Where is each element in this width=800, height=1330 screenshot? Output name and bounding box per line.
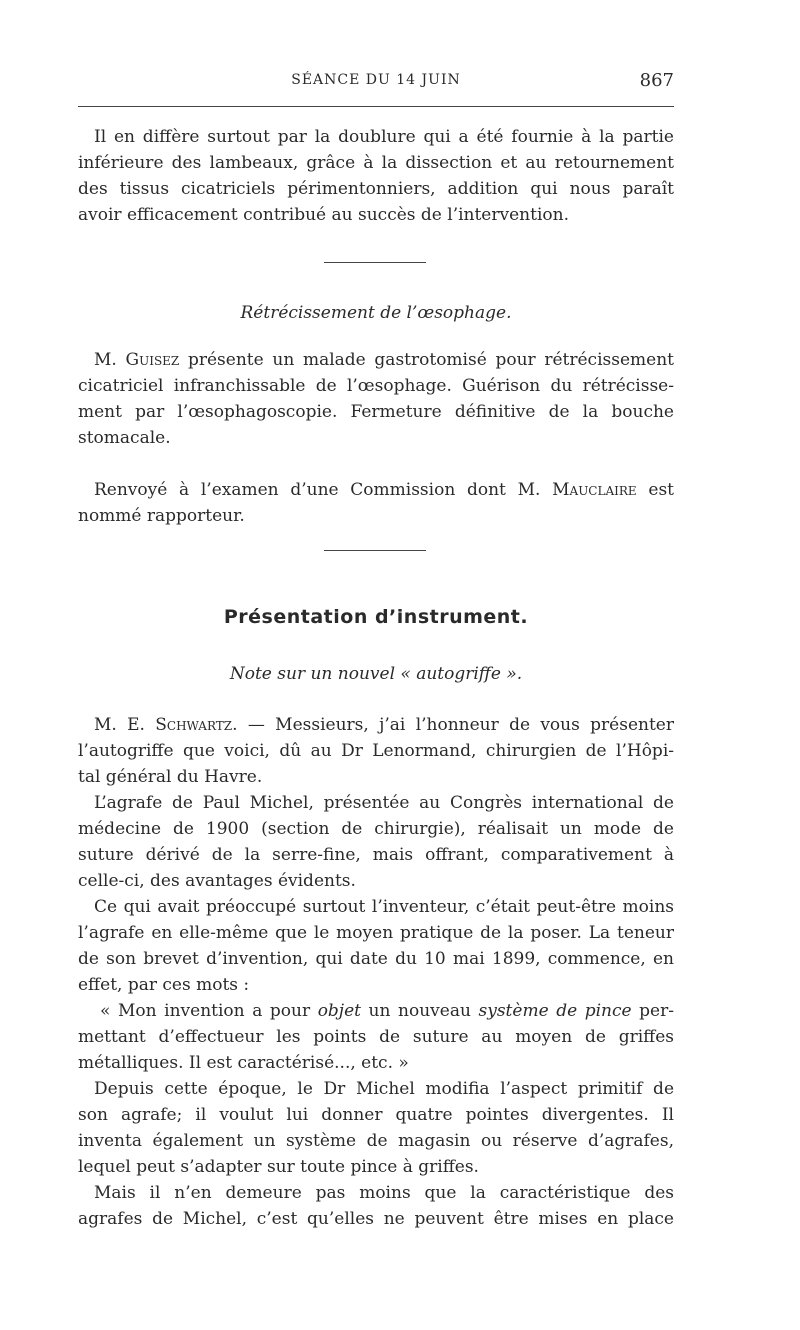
text-line: effet, par ces mots : bbox=[78, 975, 250, 995]
text-line: Mais il n’en demeure pas moins que la caractéristique des bbox=[94, 1183, 674, 1203]
text-line: avoir efficacement contribué au succès de l’intervention. bbox=[78, 205, 569, 225]
paragraph-mais bbox=[78, 1180, 674, 1232]
text-line: ment par l’œsophagoscopie. Fermeture définitive de la bouche bbox=[78, 402, 674, 422]
text-line: Depuis cette époque, le Dr Michel modifia l’aspect primitif de bbox=[94, 1079, 674, 1099]
text-line: des tissus cicatriciels périmentonniers, addition qui nous paraît bbox=[78, 179, 674, 199]
section-heading: Présentation d’instrument. bbox=[223, 606, 529, 628]
text-line: médecine de 1900 (section de chirurgie), réalisait un mode de bbox=[78, 819, 674, 839]
text-line: l’autogriffe que voici, dû au Dr Lenormand, chirurgien de l’Hôpi- bbox=[78, 741, 674, 761]
rapporteur-name: Mauclaire bbox=[552, 480, 637, 500]
text-line: M. Guisez présente un malade gastrotomisé pour rétrécissement bbox=[94, 350, 674, 370]
header-rule bbox=[78, 106, 674, 107]
text-line: L’agrafe de Paul Michel, présentée au Congrès international de bbox=[94, 793, 674, 813]
text-line: Renvoyé à l’examen d’une Commission dont M. Mauclaire est bbox=[94, 480, 674, 500]
subheading-autogriffe: Note sur un nouvel « autogriffe ». bbox=[229, 664, 523, 684]
text-line: M. E. Schwartz. — Messieurs, j’ai l’honneur de vous présenter bbox=[94, 715, 674, 735]
text-line: agrafes de Michel, c’est qu’elles ne peuvent être mises en place bbox=[78, 1209, 674, 1229]
text-line: inventa également un système de magasin ou réserve d’agrafes, bbox=[78, 1131, 674, 1151]
paragraph-inventeur bbox=[78, 894, 674, 998]
author-name: Schwartz bbox=[155, 715, 233, 735]
text-line: nommé rapporteur. bbox=[78, 506, 245, 526]
text-line: celle-ci, des avantages évidents. bbox=[78, 871, 356, 891]
paragraph-michel-agrafe bbox=[78, 790, 674, 894]
text-line: « Mon invention a pour objet un nouveau système de pince per- bbox=[100, 1001, 674, 1021]
text-line: l’agrafe en elle-même que le moyen pratique de la poser. La teneur bbox=[78, 923, 674, 943]
text-line: de son brevet d’invention, qui date du 10 mai 1899, commence, en bbox=[78, 949, 674, 969]
text-line: inférieure des lambeaux, grâce à la dissection et au retournement bbox=[78, 153, 674, 173]
running-head bbox=[78, 72, 674, 96]
paragraph-depuis bbox=[78, 1076, 674, 1180]
separator-rule bbox=[324, 550, 426, 551]
page-number: 867 bbox=[639, 70, 674, 91]
paragraph-schwartz bbox=[78, 712, 674, 790]
text-line: métalliques. Il est caractérisé..., etc. » bbox=[78, 1053, 409, 1073]
paragraph-guisez bbox=[78, 347, 674, 451]
text-line: suture dérivé de la serre-fine, mais offrant, comparativement à bbox=[78, 845, 674, 865]
running-title: SÉANCE DU 14 JUIN bbox=[291, 72, 461, 88]
text-line: mettant d’effectueur les points de suture au moyen de griffes bbox=[78, 1027, 674, 1047]
paragraph-continuation bbox=[78, 124, 674, 228]
subheading-oesophagus: Rétrécissement de l’œsophage. bbox=[240, 303, 512, 323]
text-line: Ce qui avait préoccupé surtout l’inventeur, c’était peut-être moins bbox=[94, 897, 674, 917]
italic-term: système de pince bbox=[478, 1001, 632, 1021]
text-line: stomacale. bbox=[78, 428, 171, 448]
text-line: lequel peut s’adapter sur toute pince à griffes. bbox=[78, 1157, 479, 1177]
author-name: Guisez bbox=[125, 350, 180, 370]
text-line: Il en diffère surtout par la doublure qui a été fournie à la partie bbox=[94, 127, 674, 147]
paragraph-quotation bbox=[78, 998, 674, 1076]
italic-term: objet bbox=[317, 1001, 361, 1021]
text-line: son agrafe; il voulut lui donner quatre pointes divergentes. Il bbox=[78, 1105, 674, 1125]
paragraph-commission bbox=[78, 477, 674, 529]
text-line: tal général du Havre. bbox=[78, 767, 263, 787]
separator-rule bbox=[324, 262, 426, 263]
text-line: cicatriciel infranchissable de l’œsophage. Guérison du rétrécisse- bbox=[78, 376, 674, 396]
